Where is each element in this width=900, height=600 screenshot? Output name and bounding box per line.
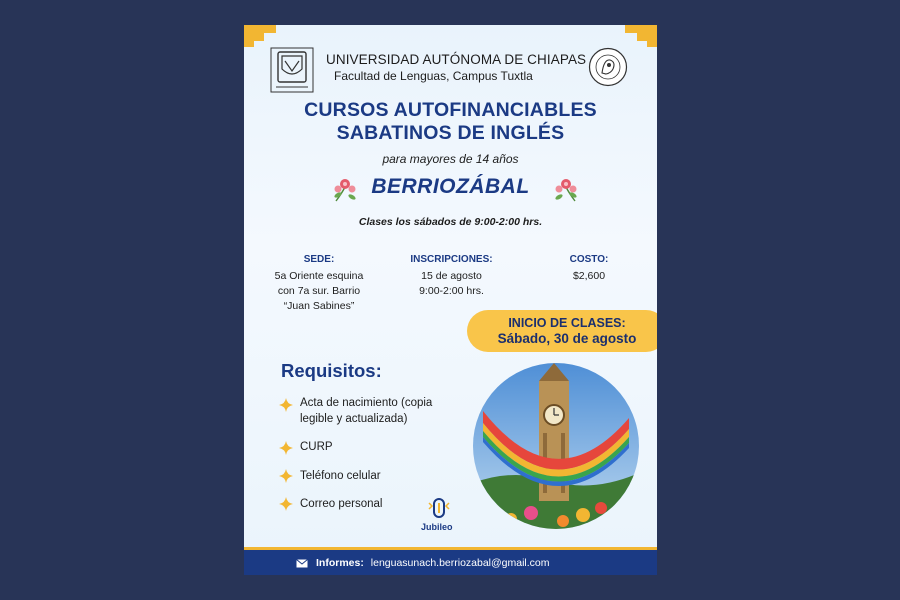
course-title-line2: SABATINOS DE INGLÉS [336, 122, 565, 144]
big-ben-hammock-image [473, 363, 639, 529]
requirement-text: legible y actualizada) [300, 413, 408, 425]
sede-line1: 5a Oriente esquina [274, 270, 364, 282]
costo-block [544, 254, 634, 284]
inscripciones-block [394, 254, 509, 299]
corner-decoration-right [625, 25, 657, 47]
start-date: Sábado, 30 de agosto [497, 331, 637, 346]
course-title-line1: CURSOS AUTOFINANCIABLES [304, 99, 597, 121]
requirement-item: CURP [300, 441, 333, 453]
faculty-name: Facultad de Lenguas, Campus Tuxtla [334, 69, 533, 83]
corner-decoration-left [244, 25, 276, 47]
footer-email[interactable]: lenguasunach.berriozabal@gmail.com [370, 557, 550, 569]
poster [244, 25, 657, 575]
sparkle-icon [279, 497, 293, 511]
footer-bar [244, 547, 657, 575]
start-label: INICIO DE CLASES: [508, 316, 626, 330]
sede-block [254, 254, 384, 314]
hammock-photo [473, 363, 639, 529]
sparkle-icon [279, 398, 293, 412]
requirement-item [300, 395, 460, 427]
requirement-item: Teléfono celular [300, 470, 381, 482]
costo-label: COSTO: [569, 254, 609, 265]
inscripciones-label: INSCRIPCIONES: [410, 254, 493, 265]
sparkle-icon [279, 441, 293, 455]
costo-value: $2,600 [572, 270, 606, 282]
jubileo-logo-icon [426, 497, 452, 521]
sede-line2: con 7a sur. Barrio [277, 285, 361, 297]
university-name: UNIVERSIDAD AUTÓNOMA DE CHIAPAS [326, 52, 587, 67]
sede-line3: “Juan Sabines” [283, 300, 355, 312]
faculty-seal-icon [588, 47, 628, 87]
class-schedule: Clases los sábados de 9:00-2:00 hrs. [358, 216, 543, 228]
start-date-badge [467, 310, 657, 352]
jubileo-brand: Jubileo [421, 522, 453, 532]
requirements-title: Requisitos: [281, 360, 382, 381]
requirement-text: Acta de nacimiento (copia [300, 397, 433, 409]
inscripciones-date: 15 de agosto [421, 270, 482, 282]
age-requirement: para mayores de 14 años [382, 152, 519, 166]
sparkle-icon [279, 469, 293, 483]
unach-logo-icon [270, 47, 314, 93]
footer-label: Informes: [316, 557, 364, 569]
flower-right-icon [553, 173, 579, 205]
inscripciones-hours: 9:00-2:00 hrs. [419, 285, 484, 297]
sede-label: SEDE: [303, 254, 335, 265]
footer-contact [316, 557, 550, 569]
requirement-item: Correo personal [300, 498, 383, 510]
city-name: BERRIOZÁBAL [371, 175, 530, 198]
envelope-icon [296, 559, 308, 568]
